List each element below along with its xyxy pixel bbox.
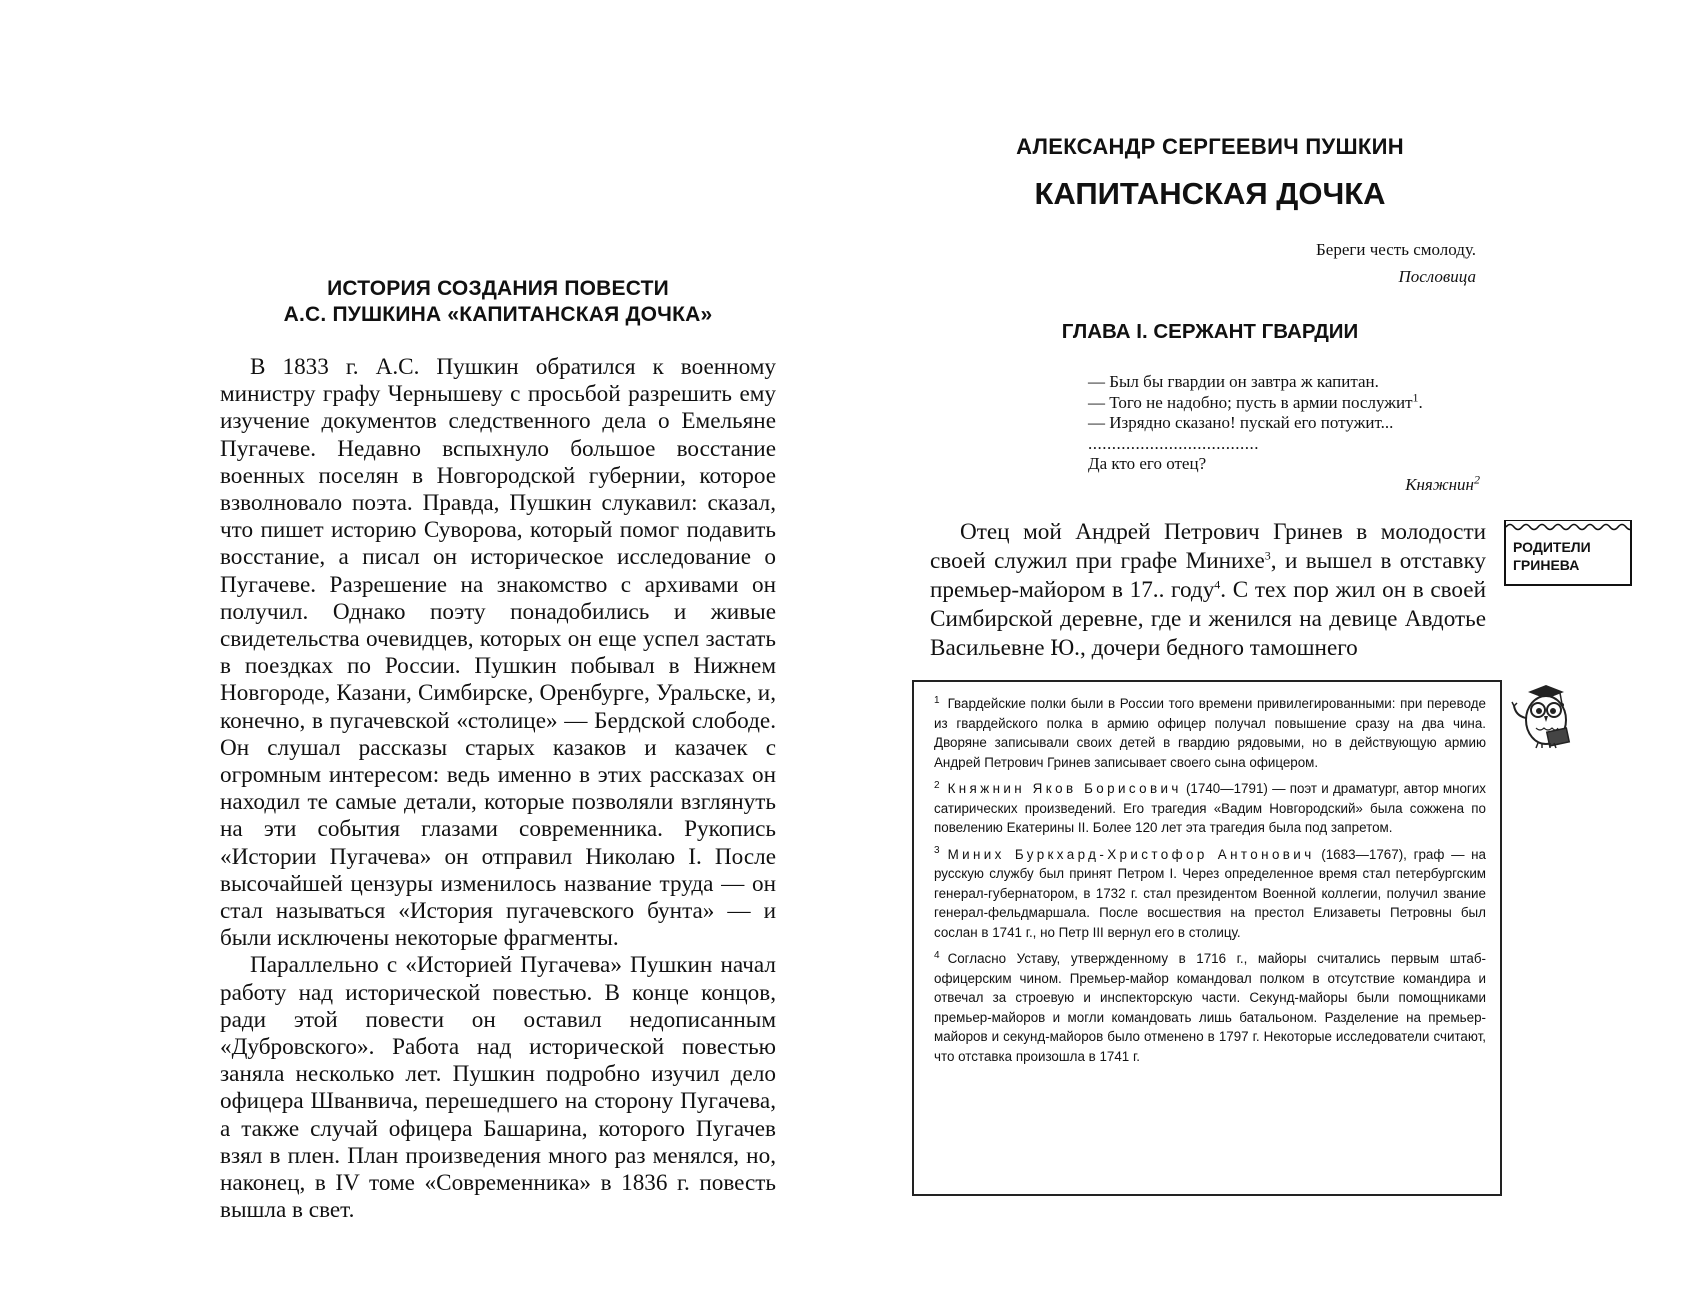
chapter-text-part-3: . С тех пор жил он в своей Симбирской деревне, где и женился на девице Авдотье Васильевне Ю., дочери бедного тамошнего — [930, 577, 1486, 661]
footnote-text: Гвардейские полки были в России того времени привилегированными: при переводе из гвардейского полка в армию офицер получал повышение сразу на два чина. Дворяне записывали своих детей в гвардию рядовыми, но в действующую армию Андрей Петрович Гринев записывает своего сына офицером. — [934, 696, 1486, 770]
footnote-text: (1683—1767), граф — на русскую службу был принят Петром I. Через определенное время стал петербургским генерал-губернатором, в 1732 г. стал президентом Военной коллегии, получил звание генерал-фельдмаршала. После восшествия на престол Елизаветы Петровны был сослан в 1741 г., но Петр III вернул его в столицу. — [934, 846, 1486, 940]
essay-title-line-2: А.С. ПУШКИНА «КАПИТАНСКАЯ ДОЧКА» — [283, 303, 713, 326]
epigraph-source: Пословица — [1398, 267, 1476, 286]
footnote-2 — [934, 779, 1486, 838]
poem-line-2 — [1088, 389, 1480, 414]
work-title: КАПИТАНСКАЯ ДОЧКА — [1034, 176, 1386, 211]
footnote-ref-2: 2 — [1474, 472, 1480, 487]
essay-title-line-1: ИСТОРИЯ СОЗДАНИЯ ПОВЕСТИ — [327, 277, 669, 300]
footnote-name: Миних Буркхард-Христофор Антонович — [947, 846, 1315, 862]
poem-line-4: Да кто его отец? — [1088, 454, 1207, 474]
footnotes-box — [912, 680, 1502, 1196]
epigraph — [1316, 236, 1476, 290]
poem-line-3: — Изрядно сказано! пускай его потужит... — [1088, 413, 1394, 433]
essay-paragraph-2: Параллельно с «Историей Пугачева» Пушкин начал работу над исторической повестью. В конце концов, ради этой повести он оставил недописанным «Дубровского». Работа над исторической повестью заняла несколько лет. Пушкин подробно изучил дело офицера Шванвича, перешедшего на сторону Пугачева, а также случай офицера Башарина, которого Пугачев взял в плен. План произведения много раз менялся, но, наконец, в IV томе «Современника» в 1836 г. повесть вышла в свет. — [220, 952, 776, 1224]
poem-line-2-end: . — [1418, 392, 1423, 412]
poem-line-2-text: — Того не надобно; пусть в армии послужит — [1088, 392, 1413, 412]
poem-attribution-text: Княжнин — [1405, 474, 1474, 494]
epigraph-text: Береги честь смолоду. — [1316, 240, 1476, 259]
chapter-body — [930, 518, 1486, 663]
left-page — [220, 276, 776, 1225]
essay-body — [220, 354, 776, 1225]
chapter-text-part-2: , и вышел в отставку премьер-майором в 17.. году — [930, 548, 1486, 603]
poem-attribution — [1088, 472, 1480, 496]
footnote-ref-4: 4 — [1214, 577, 1221, 592]
footnote-text: (1740—1791) — поэт и драматург, автор многих сатирических произведений. Его трагедия «Вадим Новгородский» была сожжена по повелению Екатерины II. Более 120 лет эта трагедия была под запретом. — [934, 781, 1486, 835]
margin-label-text — [1513, 538, 1591, 574]
margin-label-parents — [1504, 520, 1632, 586]
footnote-ref-3: 3 — [1264, 548, 1271, 563]
footnote-1 — [934, 694, 1486, 772]
footnote-4 — [934, 949, 1486, 1066]
chapter-epigraph-poem — [1088, 372, 1480, 496]
owl-mascot-icon — [1508, 680, 1580, 752]
margin-label-line-2: ГРИНЕВА — [1513, 557, 1580, 573]
wavy-edge-icon — [1506, 521, 1630, 533]
essay-paragraph-1: В 1833 г. А.С. Пушкин обратился к военному министру графу Чернышеву с просьбой разрешить ему изучение документов следственного дела о Емельяне Пугачеве. Недавно вспыхнуло большое восстание военных поселян в Новгородской губернии, которое взволновало поэта. Правда, Пушкин слукавил: сказал, что пишет историю Суворова, который помог подавить восстание, а писал он историческое исследование о Пугачеве. Разрешение на знакомство с архивами он получил. Однако поэту понадобились и живые свидетельства очевидцев, которых он еще успел застать в поездках по России. Пушкин побывал в Нижнем Новгороде, Казани, Симбирске, Оренбурге, Уральске, и, конечно, в пугачевской «столице» — Бердской слободе. Он слушал рассказы старых казаков и казачек с огромным интересом: ведь именно в этих рассказах он находил те самые детали, которые позволяли взглянуть на эти события глазами современника. Рукопись «Истории Пугачева» он отправил Николаю I. После высочайшей цензуры изменилось название труда — он стал называться «История пугачевского бунта» — и были исключены некоторые фрагменты. — [220, 354, 776, 952]
footnote-3 — [934, 845, 1486, 943]
chapter-text-part-1: Отец мой Андрей Петрович Гринев в молодости своей служил при графе Минихе — [930, 519, 1486, 574]
footnote-ref-1: 1 — [1412, 389, 1419, 404]
footnote-number: 3 — [934, 845, 940, 857]
margin-label-line-1: РОДИТЕЛИ — [1513, 539, 1591, 555]
chapter-paragraph-1 — [930, 518, 1486, 663]
author-name: АЛЕКСАНДР СЕРГЕЕВИЧ ПУШКИН — [1016, 134, 1404, 159]
poem-ellipsis: .................................... — [1088, 433, 1259, 453]
footnote-number: 4 — [934, 949, 940, 961]
footnote-number: 1 — [934, 694, 940, 706]
essay-title — [220, 276, 776, 328]
poem-line-1: — Был бы гвардии он завтра ж капитан. — [1088, 372, 1379, 391]
chapter-title: ГЛАВА I. СЕРЖАНТ ГВАРДИИ — [1061, 320, 1359, 343]
footnote-number: 2 — [934, 779, 940, 791]
footnote-text: Согласно Уставу, утвержденному в 1716 г., майоры считались первым штаб-офицерским чином. Премьер-майор командовал полком в отсутствие командира и отвечал за строевую и инспекторскую части. Секунд-майоры были помощниками премьер-майоров и могли командовать лишь батальоном. Разделение на премьер-майоров и секунд-майоров было отменено в 1797 г. Некоторые исследователи считают, что отставка произошла в 1741 г. — [934, 951, 1486, 1064]
footnote-name: Княжнин Яков Борисович — [947, 781, 1182, 796]
